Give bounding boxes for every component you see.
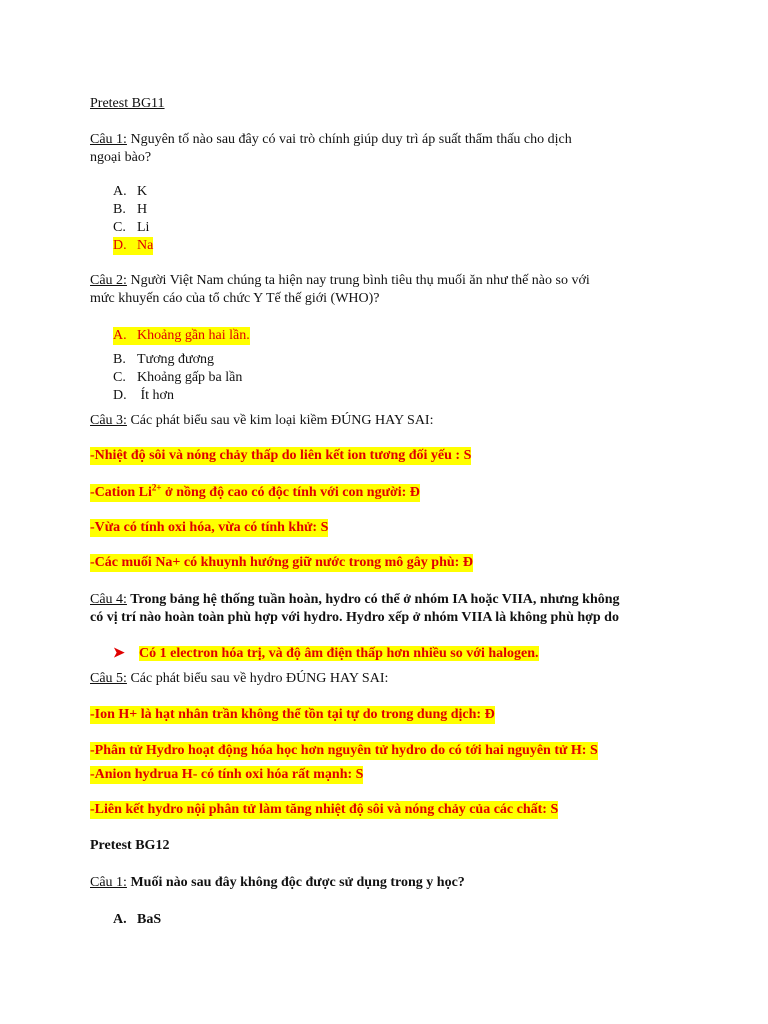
question-5 (90, 670, 388, 688)
q5-statement-4: -Liên kết hydro nội phân tử làm tăng nhiệt độ sôi và nóng chảy của các chất: S (90, 802, 559, 817)
q2-option-b: B. Tương đương (113, 352, 215, 367)
q2-option-a-answer: A. Khoảng gần hai lần. (113, 328, 250, 343)
section-title-bg12: Pretest BG12 (90, 838, 170, 853)
bg12-question-1 (90, 874, 465, 892)
q3-statement-1: -Nhiệt độ sôi và nóng chảy thấp do liên kết ion tương đối yếu : S (90, 448, 472, 463)
arrow-bullet-icon: ➤ (113, 646, 125, 661)
question-label: Câu 2: (90, 273, 127, 288)
q5-statement-3: -Anion hydrua H- có tính oxi hóa rất mạnh: S (90, 767, 364, 782)
question-text: Muối nào sau đây không độc được sử dụng trong y học? (126, 875, 465, 890)
question-text: Người Việt Nam chúng ta hiện nay trung bình tiêu thụ muối ăn như thế nào so với (126, 273, 590, 288)
section-title-bg11: Pretest BG11 (90, 96, 165, 111)
q1-option-a: A. K (113, 184, 148, 199)
question-4-line-1 (90, 591, 620, 609)
question-2-line-2: mức khuyến cáo của tổ chức Y Tế thế giới (WHO)? (90, 291, 380, 306)
q3-statement-4: -Các muối Na+ có khuynh hướng giữ nước trong mô gây phù: Đ (90, 555, 473, 570)
q3-statement-3: -Vừa có tính oxi hóa, vừa có tính khử: S (90, 520, 329, 535)
question-4-line-2: có vị trí nào hoàn toàn phù hợp với hydro. Hydro xếp ở nhóm VIIA là không phù hợp do (90, 610, 619, 625)
question-2-line-1 (90, 272, 590, 290)
q2-option-c: C. Khoảng gấp ba lần (113, 370, 243, 385)
question-text: Trong bảng hệ thống tuần hoàn, hydro có thể ở nhóm IA hoặc VIIA, nhưng không (126, 592, 620, 607)
question-1-line-2: ngoại bào? (90, 150, 152, 165)
q4-answer: ➤ Có 1 electron hóa trị, và độ âm điện thấp hơn nhiều so với halogen. (113, 646, 539, 661)
question-text: Các phát biểu sau về hydro ĐÚNG HAY SAI: (126, 671, 389, 686)
q1-option-b: B. H (113, 202, 148, 217)
q1-option-d-answer: D. Na (113, 238, 154, 253)
question-label: Câu 1: (90, 875, 127, 890)
question-label: Câu 4: (90, 592, 127, 607)
question-text: Các phát biểu sau về kim loại kiềm ĐÚNG HAY SAI: (126, 413, 434, 428)
question-label: Câu 5: (90, 671, 127, 686)
q3-statement-2: -Cation $Li^{2+}$ ở nồng độ cao có độc tính với con người: Đ (90, 482, 420, 500)
bg12-q1-option-a: A. BaS (113, 912, 162, 927)
q1-option-c: C. Li (113, 220, 150, 235)
q5-statement-2: -Phân tử Hydro hoạt động hóa học hơn nguyên tử hydro do có tới hai nguyên tử H: S (90, 743, 598, 758)
question-text: Nguyên tố nào sau đây có vai trò chính giúp duy trì áp suất thẩm thấu cho dịch (126, 132, 572, 147)
question-1-line-1 (90, 131, 572, 149)
question-label: Câu 1: (90, 132, 127, 147)
question-3 (90, 412, 433, 430)
question-label: Câu 3: (90, 413, 127, 428)
q5-statement-1: -Ion H+ là hạt nhân trần không thể tồn tại tự do trong dung dịch: Đ (90, 707, 495, 722)
q2-option-d: D. Ít hơn (113, 388, 174, 403)
